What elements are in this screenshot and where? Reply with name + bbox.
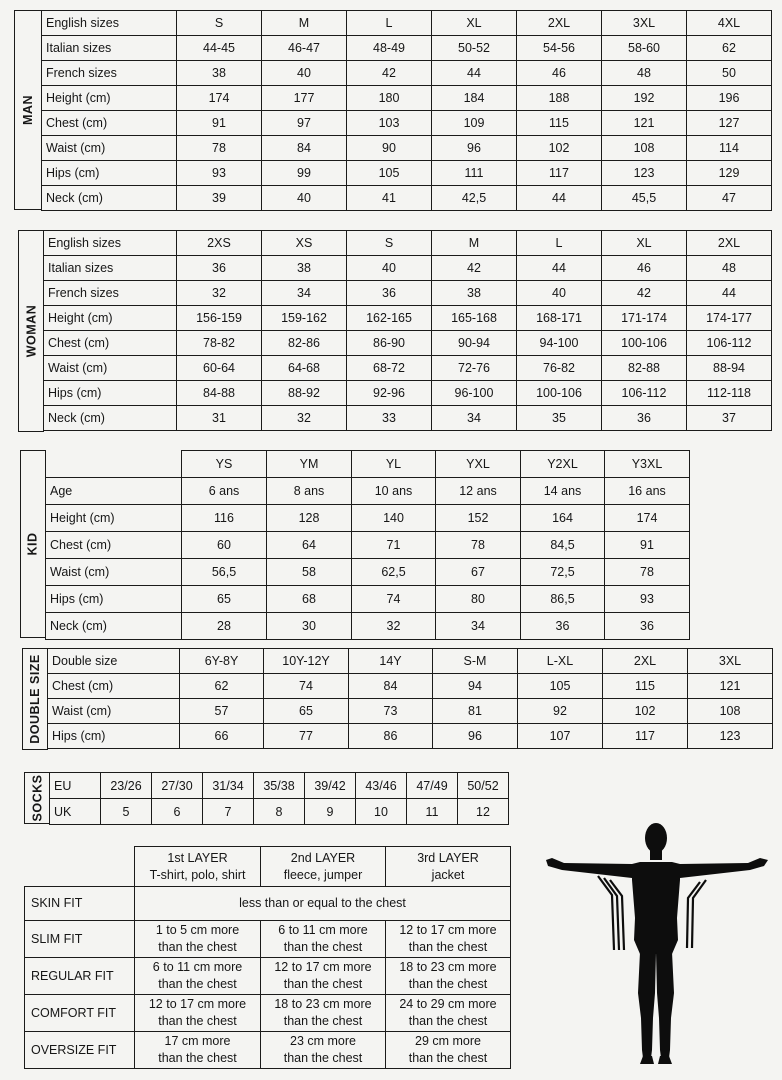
table-row (44, 356, 772, 381)
table-cell: 93 (605, 586, 690, 613)
table-cell: 102 (517, 136, 602, 161)
table-cell: 64-68 (262, 356, 347, 381)
table-cell: 82-86 (262, 331, 347, 356)
table-cell: 44 (687, 281, 772, 306)
table-cell: 62,5 (352, 559, 436, 586)
table-cell: 67 (436, 559, 521, 586)
fit-col-1st-layer: 1st LAYER T-shirt, polo, shirt (135, 847, 261, 887)
table-cell: 106-112 (602, 381, 687, 406)
table-cell: L-XL (518, 649, 603, 674)
double-side-label: DOUBLE SIZE (22, 648, 48, 750)
table-cell: M (432, 231, 517, 256)
table-cell: 88-94 (687, 356, 772, 381)
socks-size-table (49, 772, 509, 825)
row-label: Double size (48, 649, 180, 674)
table-cell: 34 (436, 613, 521, 640)
table-cell: S (347, 231, 432, 256)
table-cell: 2XL (517, 11, 602, 36)
table-cell: 80 (436, 586, 521, 613)
woman-side-label: WOMAN (18, 230, 44, 432)
table-cell: 91 (177, 111, 262, 136)
fit-cell: 12 to 17 cm more than the chest (135, 995, 261, 1032)
table-cell: 4XL (687, 11, 772, 36)
table-row (42, 11, 772, 36)
table-cell: 94 (433, 674, 518, 699)
table-cell: 46 (602, 256, 687, 281)
table-cell: 140 (352, 505, 436, 532)
fit-row-label: SLIM FIT (25, 921, 135, 958)
fit-cell: 23 cm more than the chest (261, 1032, 386, 1069)
table-cell: 6Y-8Y (180, 649, 264, 674)
table-cell: S-M (433, 649, 518, 674)
table-cell: 56,5 (182, 559, 267, 586)
table-cell: 96 (433, 724, 518, 749)
fit-row-label: COMFORT FIT (25, 995, 135, 1032)
table-cell: 76-82 (517, 356, 602, 381)
table-row (44, 381, 772, 406)
table-cell: 12 ans (436, 478, 521, 505)
table-cell: 35 (517, 406, 602, 431)
table-cell: 108 (688, 699, 773, 724)
table-cell: 74 (352, 586, 436, 613)
fit-row-slim (25, 921, 511, 958)
row-label: Waist (cm) (44, 356, 177, 381)
table-cell: 60-64 (177, 356, 262, 381)
table-cell: 2XL (687, 231, 772, 256)
table-cell: 115 (603, 674, 688, 699)
woman-size-table (43, 230, 772, 431)
table-cell: 73 (349, 699, 433, 724)
row-label: Neck (cm) (44, 406, 177, 431)
table-cell: M (262, 11, 347, 36)
table-cell: 168-171 (517, 306, 602, 331)
table-cell: 50/52 (458, 773, 509, 799)
table-row (42, 136, 772, 161)
table-cell: 9 (305, 799, 356, 825)
table-cell: 84 (262, 136, 347, 161)
table-row (42, 161, 772, 186)
table-cell: 196 (687, 86, 772, 111)
table-row (46, 532, 690, 559)
table-cell: 129 (687, 161, 772, 186)
table-cell: 2XL (603, 649, 688, 674)
table-cell: 32 (177, 281, 262, 306)
table-cell: 10Y-12Y (264, 649, 349, 674)
fit-cell: 12 to 17 cm more than the chest (261, 958, 386, 995)
table-cell: 99 (262, 161, 347, 186)
table-cell: 34 (262, 281, 347, 306)
table-cell: 6 ans (182, 478, 267, 505)
table-cell: 38 (262, 256, 347, 281)
table-cell: 116 (182, 505, 267, 532)
row-label: Waist (cm) (48, 699, 180, 724)
table-row (44, 231, 772, 256)
table-cell: 112-118 (687, 381, 772, 406)
table-cell: XS (262, 231, 347, 256)
table-cell: 30 (267, 613, 352, 640)
table-cell: 42 (347, 61, 432, 86)
table-cell: 74 (264, 674, 349, 699)
table-cell: 78 (605, 559, 690, 586)
fit-cell: 29 cm more than the chest (386, 1032, 511, 1069)
header-corner (46, 451, 182, 478)
row-label: Hips (cm) (42, 161, 177, 186)
fit-row-label: SKIN FIT (25, 887, 135, 921)
man-size-table (41, 10, 772, 211)
table-cell: 10 ans (352, 478, 436, 505)
table-row (46, 586, 690, 613)
table-cell: 117 (603, 724, 688, 749)
table-cell: 86-90 (347, 331, 432, 356)
table-cell: 40 (262, 186, 347, 211)
table-row (50, 773, 509, 799)
table-cell: 5 (101, 799, 152, 825)
row-label: Italian sizes (44, 256, 177, 281)
table-cell: 82-88 (602, 356, 687, 381)
fit-cell: 12 to 17 cm more than the chest (386, 921, 511, 958)
table-row (44, 306, 772, 331)
table-cell: 40 (262, 61, 347, 86)
row-label: French sizes (42, 61, 177, 86)
table-cell: 32 (262, 406, 347, 431)
table-cell: 65 (182, 586, 267, 613)
row-label: Waist (cm) (42, 136, 177, 161)
fit-cell: 1 to 5 cm more than the chest (135, 921, 261, 958)
fit-row-label: REGULAR FIT (25, 958, 135, 995)
table-cell: 100-106 (517, 381, 602, 406)
fit-row-label: OVERSIZE FIT (25, 1032, 135, 1069)
table-cell: 105 (347, 161, 432, 186)
table-cell: 35/38 (254, 773, 305, 799)
table-cell: 39/42 (305, 773, 356, 799)
fit-cell: 6 to 11 cm more than the chest (261, 921, 386, 958)
table-row (44, 256, 772, 281)
table-cell: 58 (267, 559, 352, 586)
table-cell: 37 (687, 406, 772, 431)
table-cell: 84 (349, 674, 433, 699)
table-cell: 152 (436, 505, 521, 532)
row-label: Height (cm) (42, 86, 177, 111)
table-cell: 103 (347, 111, 432, 136)
double-size-table (47, 648, 773, 749)
row-label: Hips (cm) (46, 586, 182, 613)
table-cell: 50 (687, 61, 772, 86)
table-cell: 50-52 (432, 36, 517, 61)
row-label: French sizes (44, 281, 177, 306)
header-row (46, 451, 690, 478)
table-cell: 31/34 (203, 773, 254, 799)
table-row (48, 724, 773, 749)
table-cell: 127 (687, 111, 772, 136)
row-label: Chest (cm) (48, 674, 180, 699)
table-cell: 78 (177, 136, 262, 161)
table-cell: 38 (432, 281, 517, 306)
table-cell: 44 (517, 186, 602, 211)
row-label: English sizes (44, 231, 177, 256)
table-row (42, 186, 772, 211)
table-cell: 100-106 (602, 331, 687, 356)
fit-row-comfort (25, 995, 511, 1032)
fit-cell: 17 cm more than the chest (135, 1032, 261, 1069)
table-cell: 47/49 (407, 773, 458, 799)
table-cell: 165-168 (432, 306, 517, 331)
row-label: Hips (cm) (44, 381, 177, 406)
row-label: Height (cm) (46, 505, 182, 532)
table-cell: 96-100 (432, 381, 517, 406)
kid-size-table (45, 450, 690, 640)
table-cell: 36 (521, 613, 605, 640)
row-label: Chest (cm) (42, 111, 177, 136)
table-cell: 60 (182, 532, 267, 559)
table-cell: L (347, 11, 432, 36)
table-cell: 43/46 (356, 773, 407, 799)
fit-col-3rd-layer: 3rd LAYER jacket (386, 847, 511, 887)
table-row (46, 478, 690, 505)
table-cell: 62 (687, 36, 772, 61)
header-cell: YL (352, 451, 436, 478)
table-cell: 81 (433, 699, 518, 724)
table-cell: 162-165 (347, 306, 432, 331)
row-label: EU (50, 773, 101, 799)
table-cell: 48 (687, 256, 772, 281)
table-cell: 174 (177, 86, 262, 111)
fit-row-regular (25, 958, 511, 995)
table-cell: 121 (688, 674, 773, 699)
table-cell: 111 (432, 161, 517, 186)
table-cell: 44 (517, 256, 602, 281)
header-cell: Y2XL (521, 451, 605, 478)
table-cell: 46 (517, 61, 602, 86)
row-label: UK (50, 799, 101, 825)
table-row (42, 111, 772, 136)
man-side-label: MAN (14, 10, 42, 210)
table-cell: 106-112 (687, 331, 772, 356)
table-cell: 7 (203, 799, 254, 825)
table-cell: 33 (347, 406, 432, 431)
table-cell: 93 (177, 161, 262, 186)
table-cell: 44-45 (177, 36, 262, 61)
table-cell: 174 (605, 505, 690, 532)
table-cell: 177 (262, 86, 347, 111)
table-cell: 41 (347, 186, 432, 211)
table-cell: 38 (177, 61, 262, 86)
header-cell: YXL (436, 451, 521, 478)
table-cell: 77 (264, 724, 349, 749)
table-cell: 156-159 (177, 306, 262, 331)
table-cell: S (177, 11, 262, 36)
table-cell: 58-60 (602, 36, 687, 61)
table-cell: 171-174 (602, 306, 687, 331)
table-cell: 159-162 (262, 306, 347, 331)
table-cell: 128 (267, 505, 352, 532)
table-cell: 192 (602, 86, 687, 111)
table-row (44, 281, 772, 306)
row-label: Neck (cm) (46, 613, 182, 640)
header-cell: YS (182, 451, 267, 478)
table-cell: 10 (356, 799, 407, 825)
header-cell: YM (267, 451, 352, 478)
fit-cell: 24 to 29 cm more than the chest (386, 995, 511, 1032)
table-cell: 108 (602, 136, 687, 161)
table-cell: 78 (436, 532, 521, 559)
table-cell: 115 (517, 111, 602, 136)
table-cell: 36 (177, 256, 262, 281)
table-row (46, 613, 690, 640)
table-cell: 68-72 (347, 356, 432, 381)
row-label: Neck (cm) (42, 186, 177, 211)
table-cell: 117 (517, 161, 602, 186)
row-label: Hips (cm) (48, 724, 180, 749)
table-cell: 92-96 (347, 381, 432, 406)
table-row (44, 406, 772, 431)
table-cell: 90 (347, 136, 432, 161)
table-cell: 64 (267, 532, 352, 559)
table-cell: XL (602, 231, 687, 256)
table-cell: 121 (602, 111, 687, 136)
table-cell: 174-177 (687, 306, 772, 331)
table-cell: 84,5 (521, 532, 605, 559)
table-cell: 188 (517, 86, 602, 111)
table-cell: 8 (254, 799, 305, 825)
table-cell: 48-49 (347, 36, 432, 61)
table-cell: 123 (688, 724, 773, 749)
table-cell: 8 ans (267, 478, 352, 505)
table-cell: 97 (262, 111, 347, 136)
table-cell: 57 (180, 699, 264, 724)
table-cell: 34 (432, 406, 517, 431)
table-cell: 68 (267, 586, 352, 613)
table-cell: XL (432, 11, 517, 36)
table-cell: 65 (264, 699, 349, 724)
table-cell: 78-82 (177, 331, 262, 356)
table-cell: 42 (602, 281, 687, 306)
table-cell: 36 (347, 281, 432, 306)
row-label: Age (46, 478, 182, 505)
table-cell: 42,5 (432, 186, 517, 211)
table-row (42, 61, 772, 86)
body-silhouette-icon (540, 818, 772, 1070)
table-cell: 6 (152, 799, 203, 825)
row-label: Italian sizes (42, 36, 177, 61)
header-cell: Y3XL (605, 451, 690, 478)
table-cell: 14Y (349, 649, 433, 674)
row-label: Chest (cm) (46, 532, 182, 559)
table-cell: 32 (352, 613, 436, 640)
fit-cell: 18 to 23 cm more than the chest (386, 958, 511, 995)
table-cell: 94-100 (517, 331, 602, 356)
table-cell: 107 (518, 724, 603, 749)
row-label: Chest (cm) (44, 331, 177, 356)
table-cell: 44 (432, 61, 517, 86)
table-row (42, 86, 772, 111)
row-label: English sizes (42, 11, 177, 36)
table-cell: 47 (687, 186, 772, 211)
table-cell: 92 (518, 699, 603, 724)
table-cell: 28 (182, 613, 267, 640)
table-cell: 12 (458, 799, 509, 825)
table-cell: 96 (432, 136, 517, 161)
table-row (48, 699, 773, 724)
table-cell: 45,5 (602, 186, 687, 211)
kid-side-label: KID (20, 450, 46, 638)
table-cell: 180 (347, 86, 432, 111)
table-cell: 23/26 (101, 773, 152, 799)
table-cell: 88-92 (262, 381, 347, 406)
table-row (48, 674, 773, 699)
fit-skin-value: less than or equal to the chest (135, 887, 511, 921)
table-cell: 40 (347, 256, 432, 281)
table-row (50, 799, 509, 825)
table-cell: 11 (407, 799, 458, 825)
fit-cell: 6 to 11 cm more than the chest (135, 958, 261, 995)
table-cell: 48 (602, 61, 687, 86)
table-cell: 72-76 (432, 356, 517, 381)
table-cell: 91 (605, 532, 690, 559)
table-cell: 14 ans (521, 478, 605, 505)
table-row (48, 649, 773, 674)
table-cell: 16 ans (605, 478, 690, 505)
table-cell: 62 (180, 674, 264, 699)
fit-row-skin (25, 887, 511, 921)
table-cell: 2XS (177, 231, 262, 256)
table-cell: 86,5 (521, 586, 605, 613)
table-cell: 40 (517, 281, 602, 306)
table-cell: 105 (518, 674, 603, 699)
row-label: Height (cm) (44, 306, 177, 331)
table-cell: L (517, 231, 602, 256)
table-cell: 66 (180, 724, 264, 749)
table-cell: 84-88 (177, 381, 262, 406)
fit-row-oversize (25, 1032, 511, 1069)
fit-corner (25, 847, 135, 887)
table-cell: 46-47 (262, 36, 347, 61)
table-row (42, 36, 772, 61)
table-cell: 36 (605, 613, 690, 640)
table-cell: 27/30 (152, 773, 203, 799)
fit-col-2nd-layer: 2nd LAYER fleece, jumper (261, 847, 386, 887)
table-row (44, 331, 772, 356)
table-cell: 102 (603, 699, 688, 724)
table-cell: 72,5 (521, 559, 605, 586)
socks-side-label: SOCKS (24, 772, 50, 824)
table-cell: 109 (432, 111, 517, 136)
table-row (46, 505, 690, 532)
table-cell: 184 (432, 86, 517, 111)
table-cell: 164 (521, 505, 605, 532)
table-cell: 31 (177, 406, 262, 431)
table-cell: 36 (602, 406, 687, 431)
table-cell: 71 (352, 532, 436, 559)
table-cell: 39 (177, 186, 262, 211)
row-label: Waist (cm) (46, 559, 182, 586)
fit-header-row (25, 847, 511, 887)
table-cell: 114 (687, 136, 772, 161)
table-cell: 90-94 (432, 331, 517, 356)
fit-cell: 18 to 23 cm more than the chest (261, 995, 386, 1032)
table-cell: 42 (432, 256, 517, 281)
table-cell: 123 (602, 161, 687, 186)
table-cell: 3XL (688, 649, 773, 674)
table-row (46, 559, 690, 586)
table-cell: 3XL (602, 11, 687, 36)
table-cell: 54-56 (517, 36, 602, 61)
fit-guide-table (24, 846, 511, 1069)
table-cell: 86 (349, 724, 433, 749)
